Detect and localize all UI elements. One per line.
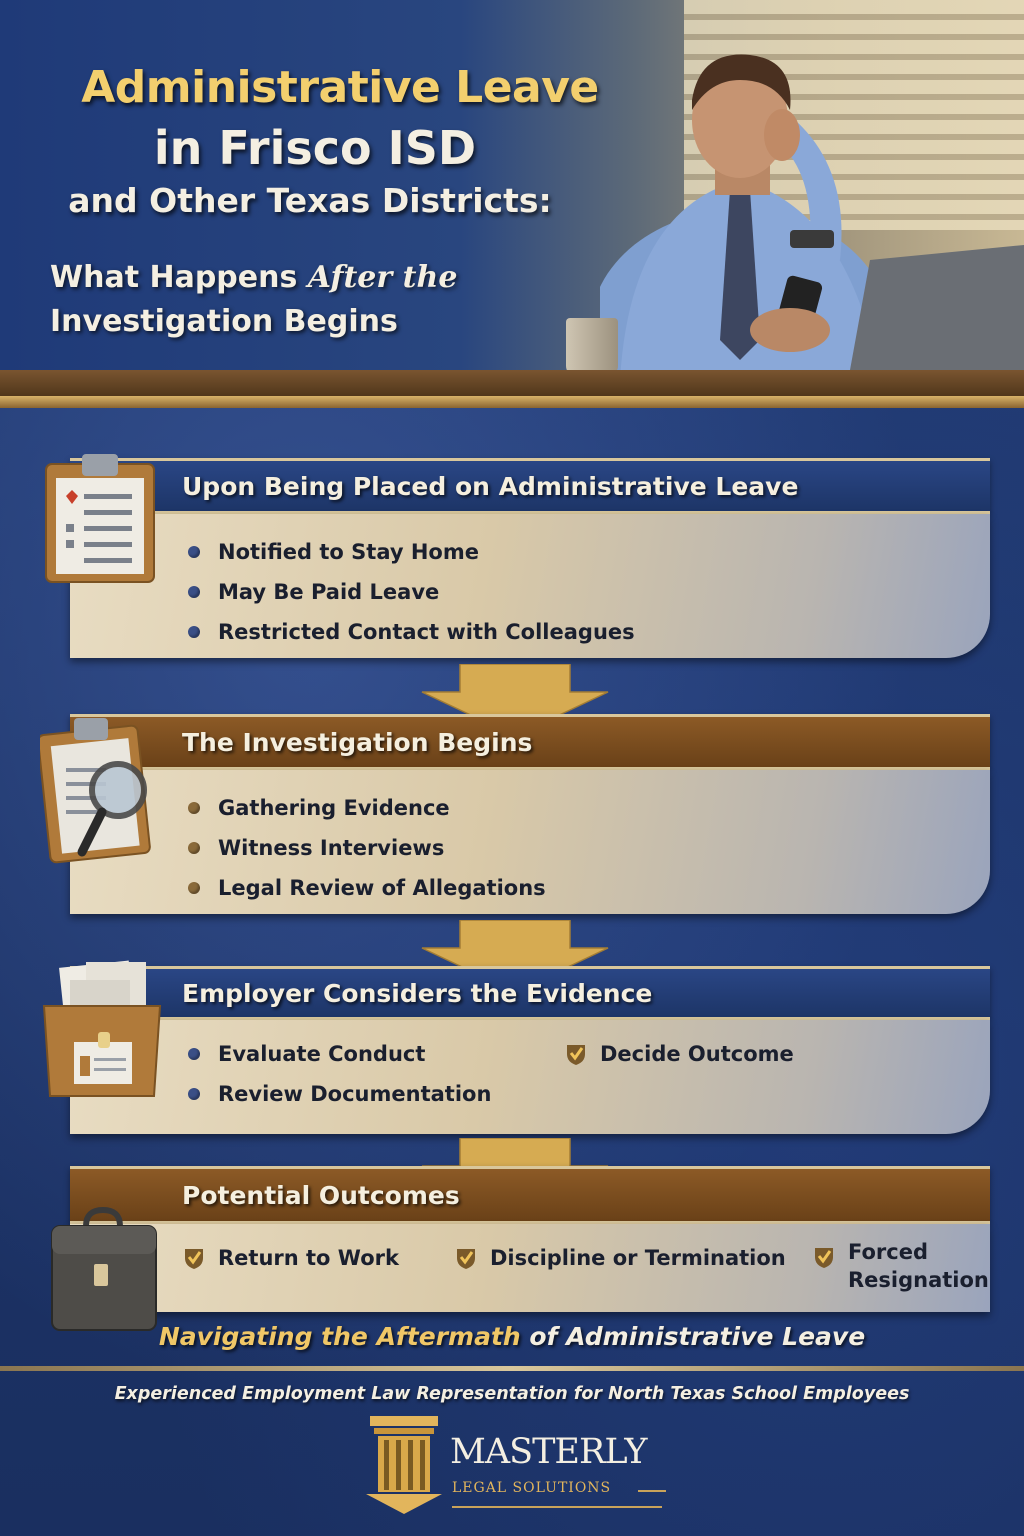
shield-check-icon (564, 1041, 588, 1067)
section-title: Upon Being Placed on Administrative Leave (182, 471, 799, 501)
closing-headline: Navigating the Aftermath of Administrative Leave (158, 1322, 866, 1351)
hero-divider (0, 396, 1024, 408)
list-item: Legal Review of Allegations (188, 868, 990, 908)
bullet-icon (188, 586, 200, 598)
list-item: Notified to Stay Home (188, 532, 990, 572)
section-potential-outcomes (70, 1166, 990, 1312)
tagline: Experienced Employment Law Representation for North Texas School Employees (114, 1384, 910, 1404)
section-investigation-begins (70, 714, 990, 914)
list-item: Evaluate Conduct (188, 1034, 564, 1074)
list-item: May Be Paid Leave (188, 572, 990, 612)
title-line-2: in Frisco ISD (153, 121, 477, 175)
shield-check-icon (812, 1244, 836, 1270)
briefcase-icon (48, 1204, 158, 1334)
file-folder-icon (40, 960, 165, 1100)
clipboard-magnifier-icon (40, 714, 160, 864)
section-header (70, 458, 990, 514)
bullet-icon (188, 1048, 200, 1060)
section-body (70, 514, 990, 658)
list-item: Restricted Contact with Colleagues (188, 612, 990, 652)
logo-subtitle: LEGAL SOLUTIONS (452, 1480, 612, 1496)
list-item: Witness Interviews (188, 828, 990, 868)
page-title (0, 62, 700, 220)
section-body (70, 770, 990, 914)
bullet-icon (188, 546, 200, 558)
logo-rule (452, 1506, 662, 1508)
list-item: Discipline or Termination (454, 1238, 812, 1278)
logo-name: MASTERLY (450, 1432, 647, 1472)
bullet-icon (188, 842, 200, 854)
bullet-icon (188, 882, 200, 894)
list-item: Review Documentation (188, 1074, 564, 1114)
footer-divider (0, 1366, 1024, 1371)
logo-rule (638, 1490, 666, 1492)
section-title: The Investigation Begins (182, 727, 533, 757)
laptop (810, 240, 1024, 390)
list-item: Gathering Evidence (188, 788, 990, 828)
section-header (70, 714, 990, 770)
coffee-mug (566, 318, 618, 376)
hero-banner (0, 0, 1024, 400)
bullet-icon (188, 626, 200, 638)
list-item: Forced Resignation (812, 1238, 968, 1294)
section-placed-on-leave (70, 458, 990, 658)
title-line-3: and Other Texas Districts: (68, 181, 552, 220)
pillar-logo-icon (366, 1414, 442, 1514)
masterly-logo (366, 1414, 686, 1514)
items-right-column (564, 1034, 794, 1118)
section-employer-considers-evidence (70, 966, 990, 1134)
shield-check-icon (182, 1245, 206, 1271)
shield-check-icon (454, 1245, 478, 1271)
clipboard-checklist-icon (40, 454, 160, 584)
section-body (70, 1224, 990, 1312)
list-item: Return to Work (182, 1238, 454, 1278)
section-body (70, 1020, 990, 1134)
page-subtitle: What Happens After the Investigation Begins (50, 260, 458, 339)
bullet-icon (188, 1088, 200, 1100)
section-header (70, 966, 990, 1020)
items-left-column (188, 1034, 564, 1118)
section-title: Potential Outcomes (182, 1180, 460, 1210)
bullet-icon (188, 802, 200, 814)
title-line-1: Administrative Leave (81, 62, 599, 113)
section-header (70, 1166, 990, 1224)
section-title: Employer Considers the Evidence (182, 978, 653, 1008)
list-item: Decide Outcome (564, 1034, 794, 1074)
